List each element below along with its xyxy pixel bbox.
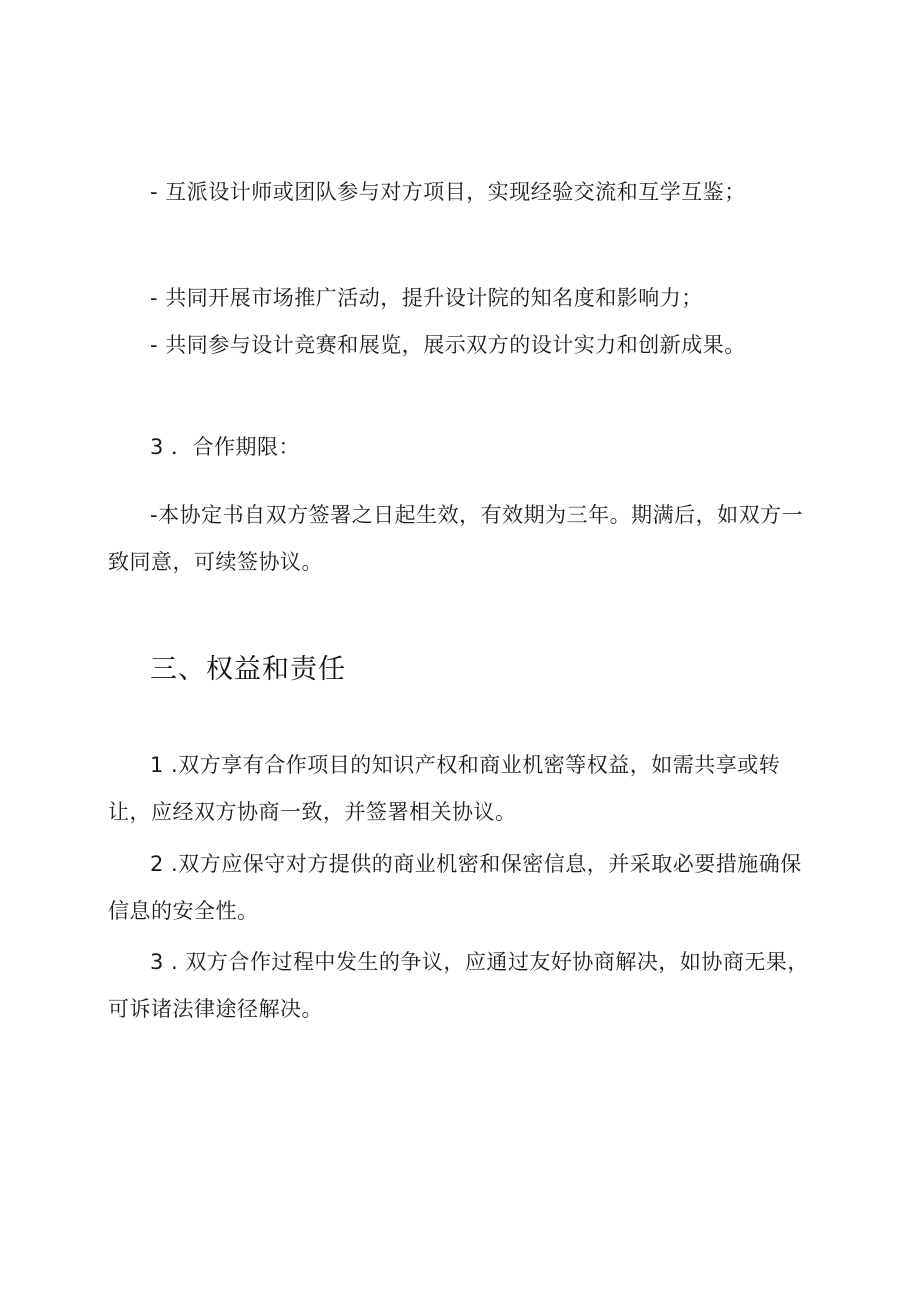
section3-heading: 三、权益和责任 bbox=[150, 654, 346, 685]
rights-item-2-line-2: 信息的安全性。 bbox=[108, 899, 259, 923]
rights-item-3-line-2: 可诉诸法律途径解决。 bbox=[108, 997, 323, 1021]
bullet-competition: - 共同参与设计竞赛和展览，展示双方的设计实力和创新成果。 bbox=[150, 333, 746, 357]
rights-item-3-line-1: 3 . 双方合作过程中发生的争议，应通过友好协商解决，如协商无果， bbox=[150, 950, 809, 974]
term-line-1: -本协定书自双方签署之日起生效，有效期为三年。期满后，如双方一 bbox=[150, 503, 804, 527]
bullet-exchange: - 互派设计师或团队参与对方项目，实现经验交流和互学互鉴； bbox=[150, 180, 746, 204]
rights-item-1-line-1: 1 .双方享有合作项目的知识产权和商业机密等权益，如需共享或转 bbox=[150, 753, 781, 777]
term-heading: 3 ．合作期限： bbox=[150, 435, 301, 459]
rights-item-2-line-1: 2 .双方应保守对方提供的商业机密和保密信息，并采取必要措施确保 bbox=[150, 852, 802, 876]
rights-item-1-line-2: 让，应经双方协商一致，并签署相关协议。 bbox=[108, 800, 517, 824]
bullet-marketing: - 共同开展市场推广活动，提升设计院的知名度和影响力； bbox=[150, 286, 703, 310]
term-line-2: 致同意，可续签协议。 bbox=[108, 550, 323, 574]
